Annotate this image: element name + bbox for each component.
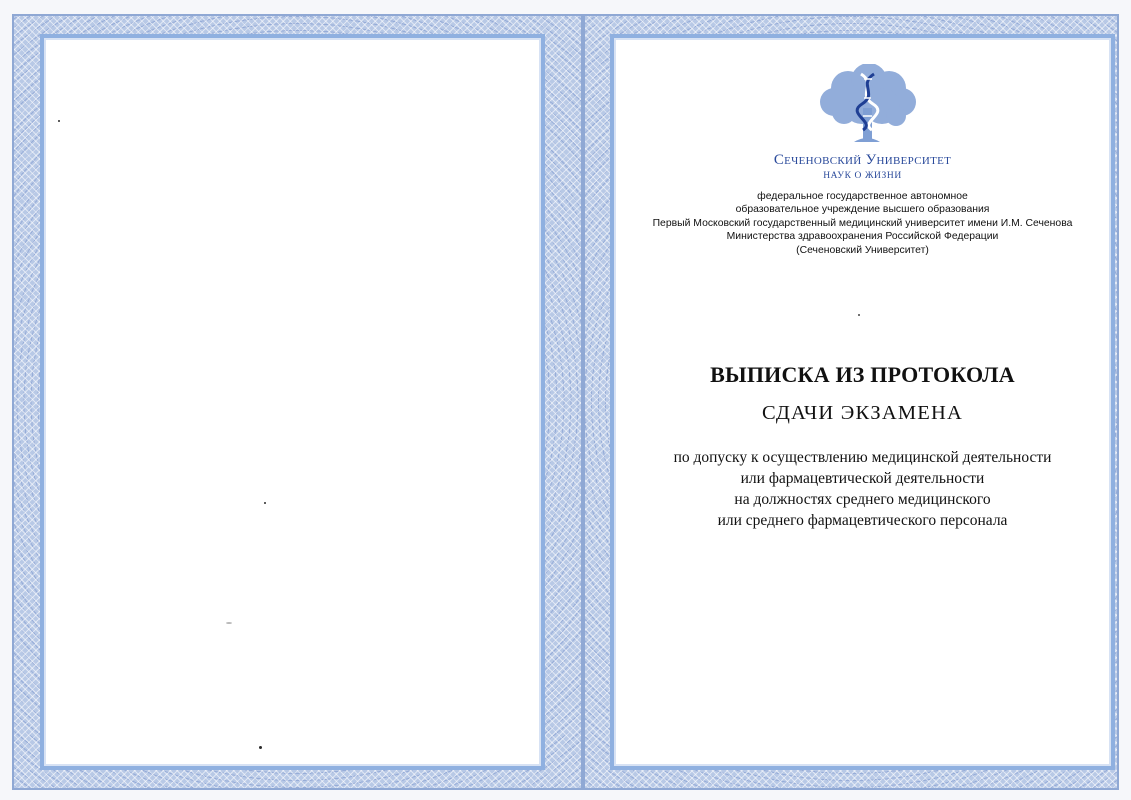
organization-line: (Сеченовский Университет) <box>796 244 929 256</box>
speck <box>264 502 266 504</box>
document-purpose <box>614 447 1111 531</box>
purpose-line: на должностях среднего медицинского <box>734 491 991 508</box>
purpose-line: или среднего фармацевтического персонала <box>717 512 1008 529</box>
purpose-line: по допуску к осуществлению медицинской деятельности <box>673 449 1052 466</box>
university-name: Сеченовский Университет <box>773 152 952 168</box>
organization-line: Первый Московский государственный медицинский университет имени И.М. Сеченова <box>652 217 1073 229</box>
document-title: ВЫПИСКА ИЗ ПРОТОКОЛА <box>710 362 1015 387</box>
left-page <box>40 34 545 770</box>
tree-dna-logo-icon <box>814 64 919 144</box>
speck <box>858 314 860 316</box>
purpose-line: или фармацевтической деятельности <box>740 470 985 487</box>
organization-block <box>614 190 1111 257</box>
organization-line: образовательное учреждение высшего образования <box>735 204 990 216</box>
logo-graphic <box>814 64 919 144</box>
document-subtitle: СДАЧИ ЭКЗАМЕНА <box>761 402 964 424</box>
organization-line: Министерства здравоохранения Российской Федерации <box>726 231 999 243</box>
university-tagline: НАУК О ЖИЗНИ <box>823 171 902 181</box>
speck <box>58 120 60 122</box>
right-page <box>610 34 1115 770</box>
organization-line: федеральное государственное автономное <box>757 191 968 202</box>
speck <box>226 622 232 624</box>
speck <box>259 746 262 749</box>
